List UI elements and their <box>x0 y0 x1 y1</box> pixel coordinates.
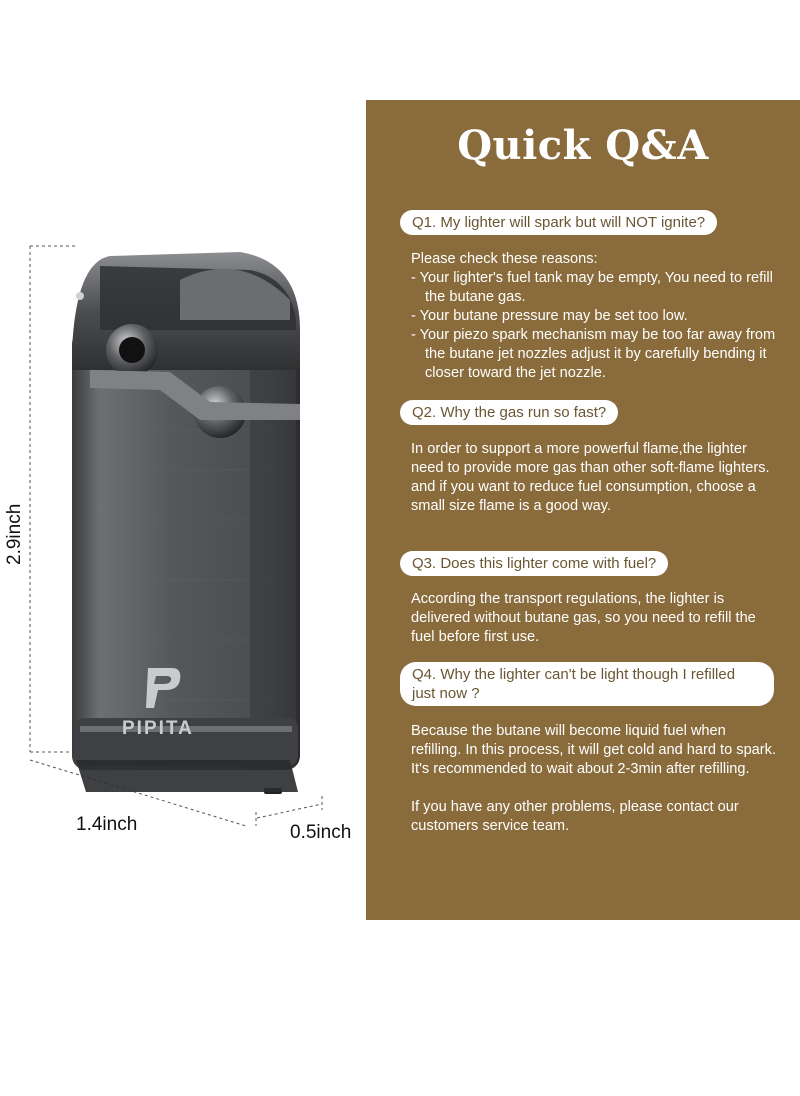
answer-4-text: Because the butane will become liquid fuel when refilling. In this process, it will get cold and hard to spark. It's recommended to wait about 2-3min after refilling. <box>411 723 777 777</box>
answer-1-bullet-2: - Your butane pressure may be set too low. <box>411 308 688 324</box>
qa-panel <box>366 100 800 920</box>
answer-2: In order to support a more powerful flame,the lighter need to provide more gas than other soft-flame lighters. and if you want to reduce fuel consumption, choose a small size flame is a good way. <box>411 441 770 514</box>
question-4: Q4. Why the lighter can't be light though I refilled just now ? <box>400 662 774 706</box>
answer-1-bullet-3: - Your piezo spark mechanism may be too far away from the butane jet nozzles adjust it by carefully bending it closer toward the jet nozzle. <box>411 327 776 381</box>
width-label: 1.4inch <box>76 814 138 835</box>
answer-1-bullet-1: - Your lighter's fuel tank may be empty, You need to refill the butane gas. <box>411 270 773 305</box>
lighter-drawing <box>0 0 366 1096</box>
qa-title: Quick Q&A <box>457 122 709 169</box>
answer-1-intro: Please check these reasons: <box>411 251 598 267</box>
product-illustration <box>0 0 366 1096</box>
question-2: Q2. Why the gas run so fast? <box>400 400 618 425</box>
question-1: Q1. My lighter will spark but will NOT ignite? <box>400 210 717 235</box>
answer-1 <box>411 250 777 383</box>
contact-note: If you have any other problems, please contact our customers service team. <box>411 799 739 834</box>
height-label: 2.9inch <box>4 503 25 565</box>
answer-4 <box>411 722 777 836</box>
brand-name: PIPITA <box>122 718 194 739</box>
question-3: Q3. Does this lighter come with fuel? <box>400 551 668 576</box>
depth-label: 0.5inch <box>290 822 352 843</box>
answer-3: According the transport regulations, the lighter is delivered without butane gas, so you need to refill the fuel before first use. <box>411 591 756 645</box>
